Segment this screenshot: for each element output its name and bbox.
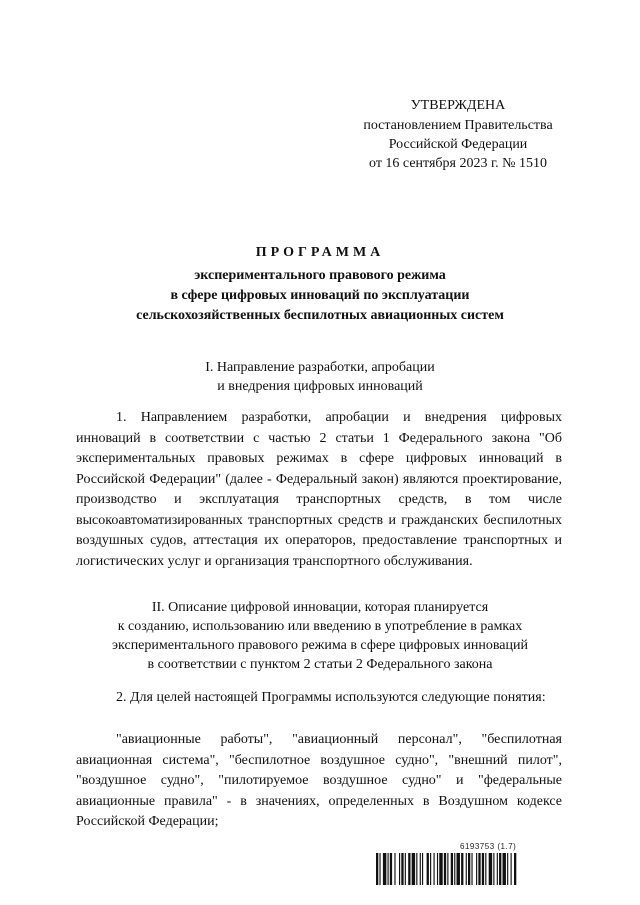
section-1-heading bbox=[0, 358, 640, 396]
paragraph-1 bbox=[76, 408, 562, 572]
barcode-bar bbox=[416, 853, 417, 885]
barcode-bar bbox=[376, 853, 378, 885]
barcode-bar bbox=[408, 853, 410, 885]
barcode-bar bbox=[454, 853, 455, 885]
barcode-bar bbox=[437, 853, 438, 885]
approval-line-1: постановлением Правительства bbox=[363, 118, 553, 133]
barcode-bar bbox=[489, 853, 492, 885]
barcode-bar bbox=[461, 853, 463, 885]
barcode-bar bbox=[451, 853, 453, 885]
section-1-heading-line-1: I. Направление разработки, апробации bbox=[205, 360, 435, 375]
program-subtitle-line-3: сельскохозяйственных беспилотных авиационных систем bbox=[136, 308, 504, 323]
paragraph-3 bbox=[76, 730, 562, 833]
barcode-graphic bbox=[376, 853, 566, 885]
paragraph-1-text: 1. Направлением разработки, апробации и внедрения цифровых инноваций в соответствии с частью 2 статьи 1 Федерального закона "Об экспериментальных правовых режимах в сфере цифровых инноваций в Российской Федерации" (далее - Федеральный закон) являются проектирование, производство и эксплуатация транспортных средств, в том числе высокоавтоматизированных транспортных средств и гражданских беспилотных воздушных судов, аттестация их операторов, предоставление транспортных и логистических услуг и организация транспортного обслуживания. bbox=[76, 410, 562, 569]
barcode-bar bbox=[485, 853, 486, 885]
barcode-bar bbox=[394, 853, 395, 885]
section-2-heading-line-3: экспериментального правового режима в сфере цифровых инноваций bbox=[112, 638, 528, 653]
barcode-bar bbox=[430, 853, 431, 885]
approval-line-2: Российской Федерации bbox=[388, 137, 528, 152]
section-2-heading bbox=[0, 598, 640, 674]
barcode-bar bbox=[444, 853, 446, 885]
barcode-number: 6193753 (1.7) bbox=[460, 842, 517, 851]
barcode-bar bbox=[405, 853, 406, 885]
barcode-bar bbox=[412, 853, 415, 885]
approval-line-3: от 16 сентября 2023 г. № 1510 bbox=[369, 156, 547, 171]
program-subtitle-line-2: в сфере цифровых инноваций по эксплуатации bbox=[170, 288, 470, 303]
paragraph-2-text: 2. Для целей настоящей Программы используются следующие понятия: bbox=[116, 690, 546, 705]
barcode-bar bbox=[499, 853, 501, 885]
section-2-heading-line-2: к созданию, использованию или введению в употребление в рамках bbox=[117, 619, 523, 634]
barcode-bar bbox=[457, 853, 460, 885]
barcode-bar bbox=[514, 853, 516, 885]
barcode-bar bbox=[466, 853, 467, 885]
barcode-bar bbox=[497, 853, 498, 885]
section-2-heading-line-4: в соответствии с пунктом 2 статьи 2 Федерального закона bbox=[147, 657, 493, 672]
barcode-bar bbox=[507, 853, 508, 885]
barcode-bar bbox=[468, 853, 470, 885]
section-1-heading-line-2: и внедрения цифровых инноваций bbox=[217, 379, 423, 394]
barcode-bar bbox=[447, 853, 448, 885]
program-title: ПРОГРАММА bbox=[255, 245, 385, 260]
barcode-bar bbox=[399, 853, 400, 885]
barcode-block bbox=[376, 842, 566, 892]
program-subtitle-line-1: экспериментального правового режима bbox=[194, 268, 446, 283]
barcode-bar bbox=[482, 853, 484, 885]
barcode-bar bbox=[471, 853, 472, 885]
barcode-bar bbox=[422, 853, 423, 885]
barcode-bar bbox=[503, 853, 506, 885]
barcode-bar bbox=[511, 853, 512, 885]
program-subtitle bbox=[0, 266, 640, 326]
paragraph-2 bbox=[76, 688, 562, 709]
barcode-bar bbox=[439, 853, 442, 885]
barcode-bar bbox=[401, 853, 403, 885]
barcode-bar bbox=[383, 853, 386, 885]
approval-block bbox=[340, 96, 576, 173]
barcode-bar bbox=[427, 853, 429, 885]
barcode-bar bbox=[476, 853, 477, 885]
section-2-heading-line-1: II. Описание цифровой инновации, которая планируется bbox=[151, 600, 489, 615]
paragraph-3-text: "авиационные работы", "авиационный персонал", "беспилотная авиационная система", "беспилотное воздушное судно", "внешний пилот", "воздушное судно", "пилотируемое воздушное судно" и "федеральные авиационные правила" - в значениях, определенных в Воздушном кодексе Российской Федерации; bbox=[76, 732, 562, 829]
barcode-bar bbox=[379, 853, 380, 885]
barcode-bar bbox=[388, 853, 389, 885]
barcode-bar bbox=[390, 853, 392, 885]
barcode-bar bbox=[434, 853, 435, 885]
approval-title: УТВЕРЖДЕНА bbox=[410, 98, 506, 113]
barcode-bar bbox=[420, 853, 421, 885]
barcode-bar bbox=[493, 853, 494, 885]
barcode-bar bbox=[478, 853, 480, 885]
